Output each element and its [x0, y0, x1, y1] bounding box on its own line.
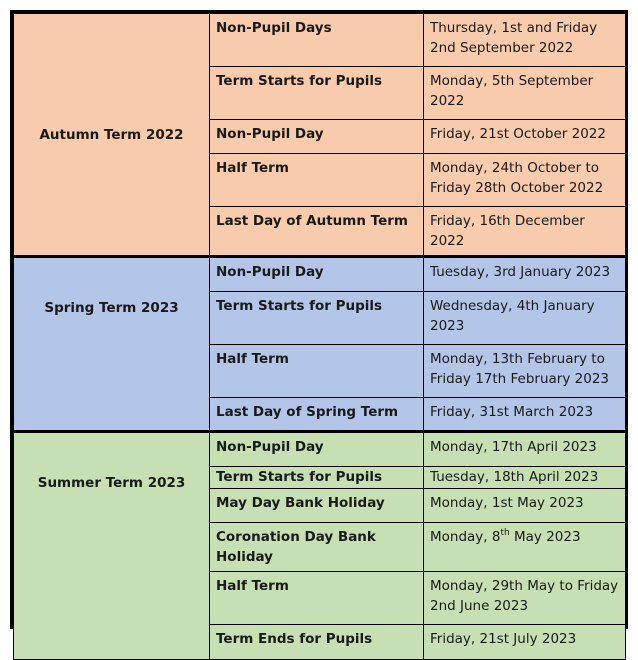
event-label: Coronation Day Bank Holiday	[210, 523, 424, 572]
event-date: Tuesday, 18th April 2023	[424, 467, 626, 489]
event-label: Half Term	[210, 154, 424, 207]
term-name-spring: Spring Term 2023	[14, 257, 210, 432]
event-date: Friday, 31st March 2023	[424, 398, 626, 432]
event-label: Last Day of Spring Term	[210, 398, 424, 432]
table-row	[14, 257, 626, 292]
event-label: Term Starts for Pupils	[210, 292, 424, 345]
event-label: Term Ends for Pupils	[210, 625, 424, 660]
date-suffix: May 2023	[509, 529, 581, 545]
term-dates-table	[13, 13, 626, 660]
event-date	[424, 523, 626, 572]
event-label: Half Term	[210, 572, 424, 625]
event-date: Monday, 29th May to Friday 2nd June 2023	[424, 572, 626, 625]
event-date: Monday, 17th April 2023	[424, 432, 626, 467]
event-date: Wednesday, 4th January 2023	[424, 292, 626, 345]
date-prefix: Monday, 8	[430, 529, 501, 545]
event-date: Friday, 16th December 2022	[424, 207, 626, 257]
event-label: Term Starts for Pupils	[210, 467, 424, 489]
term-name-summer: Summer Term 2023	[14, 432, 210, 660]
event-label: Non-Pupil Days	[210, 14, 424, 67]
term-dates-table-frame	[10, 10, 628, 647]
event-date: Tuesday, 3rd January 2023	[424, 257, 626, 292]
event-date: Monday, 5th September 2022	[424, 67, 626, 120]
event-date: Friday, 21st October 2022	[424, 120, 626, 154]
date-ordinal-superscript: th	[500, 528, 510, 538]
event-date: Friday, 21st July 2023	[424, 625, 626, 660]
event-date: Monday, 13th February to Friday 17th February 2023	[424, 345, 626, 398]
table-row	[14, 432, 626, 467]
term-name-autumn: Autumn Term 2022	[14, 14, 210, 257]
event-date: Thursday, 1st and Friday 2nd September 2022	[424, 14, 626, 67]
event-label: Non-Pupil Day	[210, 120, 424, 154]
event-label: Half Term	[210, 345, 424, 398]
table-row	[14, 14, 626, 67]
event-label: May Day Bank Holiday	[210, 489, 424, 523]
event-label: Non-Pupil Day	[210, 432, 424, 467]
event-date: Monday, 1st May 2023	[424, 489, 626, 523]
event-label: Non-Pupil Day	[210, 257, 424, 292]
event-date: Monday, 24th October to Friday 28th October 2022	[424, 154, 626, 207]
event-label: Last Day of Autumn Term	[210, 207, 424, 257]
event-label: Term Starts for Pupils	[210, 67, 424, 120]
